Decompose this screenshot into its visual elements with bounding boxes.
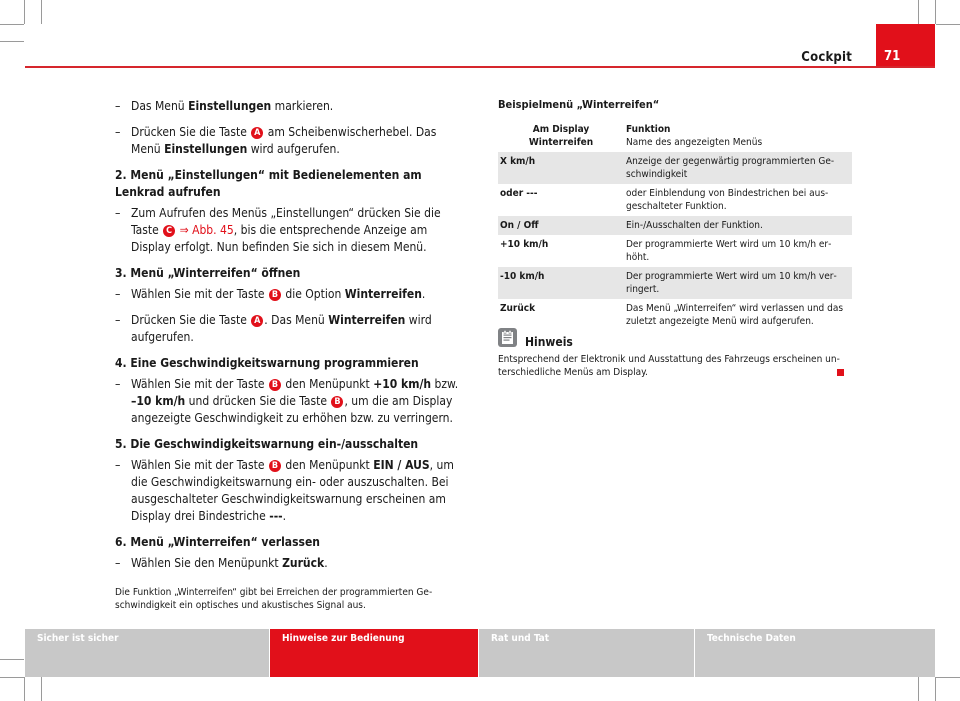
crop-mark xyxy=(24,677,25,701)
section-heading: 5. Die Geschwindigkeitswarnung ein-/ausschalten xyxy=(115,437,419,451)
table-row xyxy=(498,152,852,184)
menu-item-description: Der programmierte Wert wird um 10 km/h verringert. xyxy=(626,271,837,295)
hinweis-title: Hinweis xyxy=(525,335,573,349)
menu-item-label: oder --- xyxy=(500,188,538,199)
hinweis-text: Entsprechend der Elektronik und Ausstattung des Fahrzeugs erscheinen unterschiedliche Menüs am Display. xyxy=(498,354,840,378)
menu-item-label: Zurück xyxy=(500,303,536,314)
table-header-cell: Am Display Winterreifen xyxy=(528,124,594,148)
table-header-row xyxy=(498,120,852,152)
key-b-icon: B xyxy=(269,289,281,301)
footer-tab-technical-data[interactable]: Technische Daten xyxy=(695,629,935,677)
footer-tab-safety[interactable]: Sicher ist sicher xyxy=(25,629,269,677)
step-item: – Wählen Sie den Menüpunkt Zurück. xyxy=(115,556,328,570)
figure-link[interactable]: ⇒ Abb. 45 xyxy=(179,223,234,237)
menu-item-description: Ein-/Ausschalten der Funktion. xyxy=(626,220,763,231)
key-c-icon: C xyxy=(163,225,175,237)
step-item: – Drücken Sie die Taste A am Scheibenwischerhebel. Das Menü Einstellungen wird aufgerufen. xyxy=(115,125,437,156)
key-b-icon: B xyxy=(269,379,281,391)
crop-mark xyxy=(24,0,25,24)
section-heading: 3. Menü „Winterreifen“ öffnen xyxy=(115,266,301,280)
key-b-icon: B xyxy=(269,460,281,472)
step-item: – Wählen Sie mit der Taste B den Menüpunkt +10 km/h bzw. –10 km/h und drücken Sie die Taste B , um die am Display angezeigte Geschwindigkeit zu erhöhen bzw. zu verringern. xyxy=(115,377,459,425)
crop-mark xyxy=(0,659,24,660)
crop-mark xyxy=(936,24,960,25)
menu-item-description: Das Menü „Winterreifen“ wird verlassen und das zuletzt angezeigte Menü wird aufgerufen. xyxy=(626,303,844,327)
crop-mark xyxy=(935,677,936,701)
table-row xyxy=(498,299,852,331)
crop-mark xyxy=(918,0,919,24)
table-title: Beispielmenü „Winterreifen“ xyxy=(498,98,660,111)
crop-mark xyxy=(41,0,42,24)
menu-item-label: On / Off xyxy=(500,220,539,231)
crop-mark xyxy=(0,41,24,42)
menu-item-label: +10 km/h xyxy=(500,239,549,250)
crop-mark xyxy=(935,0,936,24)
step-item: – Das Menü Einstellungen markieren. xyxy=(115,99,334,113)
header-rule xyxy=(25,66,935,68)
section-heading: 2. Menü „Einstellungen“ mit Bedienelementen am Lenkrad aufrufen xyxy=(115,168,422,199)
step-item: – Zum Aufrufen des Menüs „Einstellungen“ drücken Sie die Taste C ⇒ Abb. 45, bis die entsprechende Anzeige am Display erfolgt. Nun befinden Sie sich in diesem Menü. xyxy=(115,206,441,254)
menu-item-label: X km/h xyxy=(500,156,536,167)
step-item: – Wählen Sie mit der Taste B den Menüpunkt EIN / AUS, um die Geschwindigkeitswarnung ein- oder auszuschalten. Bei ausgeschalteter Geschwindigkeitswarnung erscheinen am Display drei Bindestriche ---. xyxy=(115,458,454,523)
page-number: 71 xyxy=(876,24,935,68)
menu-item-description: Anzeige der gegenwärtig programmierten Geschwindigkeit xyxy=(626,156,835,180)
table-header-cell: Funktion Name des angezeigten Menüs xyxy=(626,124,763,148)
section-heading: 6. Menü „Winterreifen“ verlassen xyxy=(115,535,320,549)
crop-mark xyxy=(918,677,919,701)
menu-table-section xyxy=(498,98,852,331)
crop-mark xyxy=(41,677,42,701)
section-heading: 4. Eine Geschwindigkeitswarnung programmieren xyxy=(115,356,419,370)
key-a-icon: A xyxy=(251,315,263,327)
crop-mark xyxy=(0,24,24,25)
step-item: – Drücken Sie die Taste A . Das Menü Winterreifen wird aufgerufen. xyxy=(115,313,432,344)
page-section-title: Cockpit xyxy=(801,50,852,65)
footnote-text: Die Funktion „Winterreifen“ gibt bei Erreichen der programmierten Geschwindigkeit ein optisches und akustisches Signal aus. xyxy=(115,587,433,611)
table-row xyxy=(498,267,852,299)
footer-tab-advice[interactable]: Rat und Tat xyxy=(479,629,694,677)
note-icon xyxy=(498,328,517,347)
table-row xyxy=(498,235,852,267)
menu-item-description: Der programmierte Wert wird um 10 km/h erhöht. xyxy=(626,239,832,263)
crop-mark xyxy=(936,677,960,678)
table-row xyxy=(498,216,852,235)
instructions-column xyxy=(115,98,467,612)
section-end-marker xyxy=(837,369,844,376)
footer-tab-operation[interactable]: Hinweise zur Bedienung xyxy=(270,629,478,677)
step-item: – Wählen Sie mit der Taste B die Option Winterreifen. xyxy=(115,287,426,301)
crop-mark xyxy=(0,677,24,678)
key-b-icon: B xyxy=(331,396,343,408)
menu-item-description: oder Einblendung von Bindestrichen bei ausgeschalteter Funktion. xyxy=(626,188,829,212)
menu-table xyxy=(498,120,852,331)
key-a-icon: A xyxy=(251,127,263,139)
table-row xyxy=(498,184,852,216)
menu-item-label: -10 km/h xyxy=(500,271,545,282)
